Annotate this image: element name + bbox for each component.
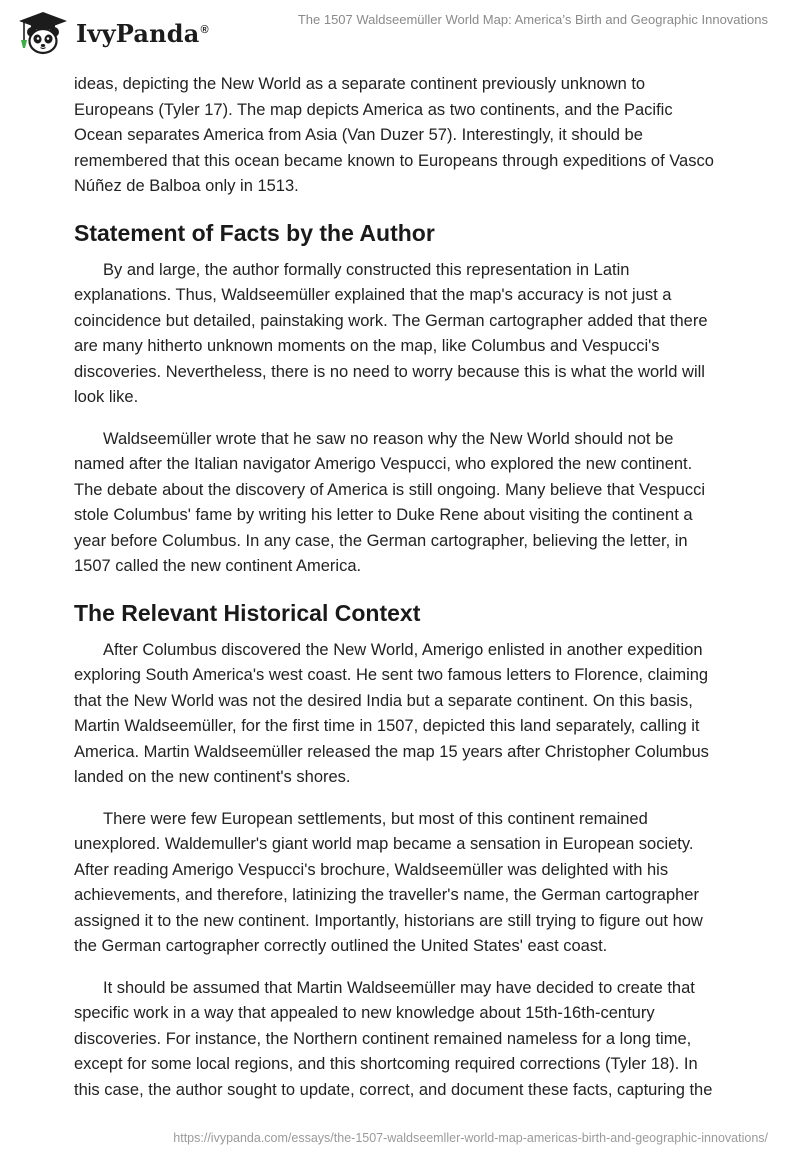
document-title: The 1507 Waldseemüller World Map: America’s Birth and Geographic Innovations [297,12,768,27]
page-header [0,0,800,64]
page-url[interactable]: https://ivypanda.com/essays/the-1507-waldseemller-world-map-americas-birth-and-geographic-innovations/ [173,1131,768,1145]
section-heading-statement-of-facts: Statement of Facts by the Author [74,219,435,246]
panda-graduate-icon [16,10,70,56]
paragraph: By and large, the author formally constructed this representation in Latin explanations. Thus, Waldseemüller explained that the map's accuracy is not just a coincidence but detailed, painstaking work. The German cartographer added that there are many hitherto unknown moments on the map, like Columbus and Vespucci's discoveries. Nevertheless, there is no need to worry because this is what the world will look like. [74,260,708,406]
paragraph: After Columbus discovered the New World, Amerigo enlisted in another expedition exploring South America's west coast. He sent two famous letters to Florence, claiming that the New World was not the desired India but a separate continent. On this basis, Martin Waldseemüller, for the first time in 1507, depicted this land separately, calling it America. Martin Waldseemüller released the map 15 years after Christopher Columbus landed on the new continent's shores. [74,640,709,786]
essay-content [74,72,724,1119]
paragraph: There were few European settlements, but most of this continent remained unexplored. Waldemuller's giant world map became a sensation in European society. After reading Amerigo Vespucci's brochure, Waldseemüller was delighted with his achievements, and therefore, latinizing the traveller's name, the German cartographer assigned it to the new continent. Importantly, historians are still trying to figure out how the German cartographer correctly outlined the United States' east coast. [74,809,703,955]
logo-wordmark: IvyPanda® [76,18,209,48]
paragraph: It should be assumed that Martin Waldseemüller may have decided to create that specific work in a way that appealed to new knowledge about 15th-16th-century discoveries. For instance, the Northern continent remained nameless for a long time, except for some local regions, and this shortcoming required corrections (Tyler 18). In this case, the author sought to update, correct, and document these facts, capturing the [74,978,713,1099]
paragraph: Waldseemüller wrote that he saw no reason why the New World should not be named after the Italian navigator Amerigo Vespucci, who explored the new continent. The debate about the discovery of America is still ongoing. Many believe that Vespucci stole Columbus' fame by writing his letter to Duke Rene about visiting the continent a year before Columbus. In any case, the German cartographer, believing the letter, in 1507 called the new continent America. [74,429,706,575]
paragraph-continued: ideas, depicting the New World as a separate continent previously unknown to Europeans (Tyler 17). The map depicts America as two continents, and the Pacific Ocean separates America from Asia (Van Duzer 57). Interestingly, it should be remembered that this ocean became known to Europeans through expeditions of Vasco Núñez de Balboa only in 1513. [74,75,714,195]
section-heading-historical-context: The Relevant Historical Context [74,599,421,626]
ivypanda-logo[interactable] [16,8,209,58]
